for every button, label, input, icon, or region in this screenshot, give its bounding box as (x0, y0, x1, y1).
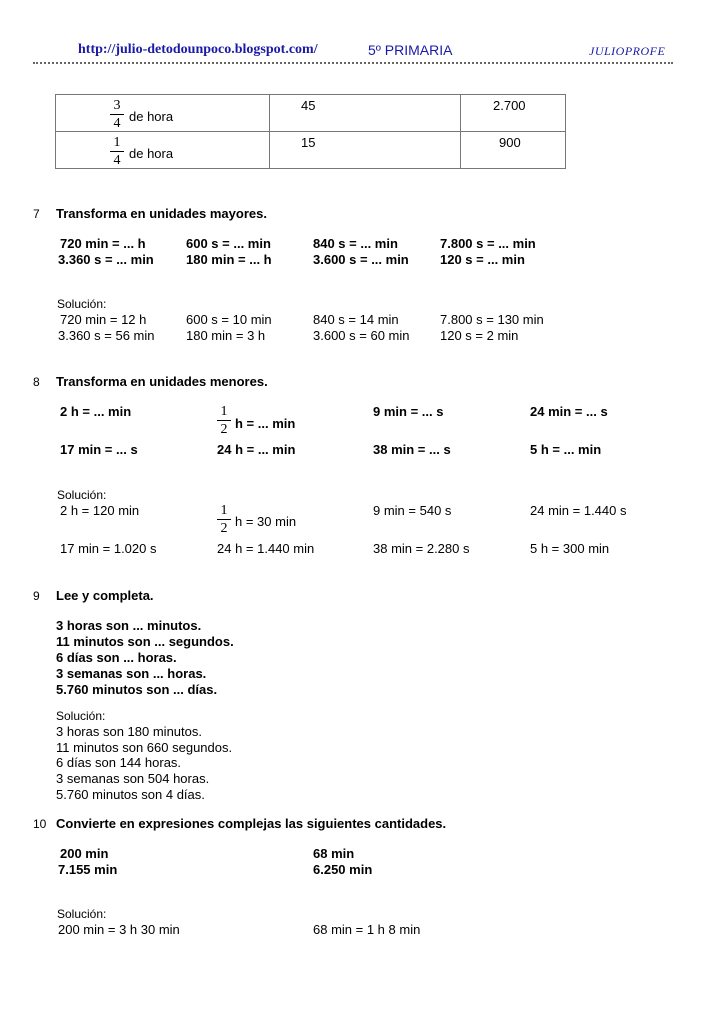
exercise-8-solution: h = 30 min (235, 514, 297, 529)
fraction (217, 503, 231, 536)
fraction-numerator: 3 (113, 98, 121, 113)
exercise-7-solution: 3.600 s = 60 min (313, 328, 410, 343)
exercise-10-number: 10 (33, 817, 47, 831)
table-row (56, 132, 566, 169)
fraction-numerator: 1 (113, 135, 121, 150)
exercise-9-item: 11 minutos son ... segundos. (56, 634, 234, 649)
exercise-10-item: 200 min (60, 846, 109, 861)
exercise-8-solution-label: Solución: (57, 488, 107, 502)
exercise-7-number: 7 (33, 207, 40, 221)
fraction (110, 98, 124, 131)
fraction-denominator: 2 (220, 521, 228, 536)
table-cell-seconds (461, 132, 566, 169)
exercise-8-solution: 9 min = 540 s (373, 503, 452, 518)
exercise-8-solution: 38 min = 2.280 s (373, 541, 470, 556)
minutes-value: 45 (301, 98, 316, 113)
exercise-7-item: 600 s = ... min (186, 236, 271, 251)
fraction (110, 135, 124, 168)
header-author: JULIOPROFE (589, 44, 666, 58)
minutes-value: 15 (301, 135, 316, 150)
fraction-denominator: 4 (113, 116, 121, 131)
exercise-8-solution: 5 h = 300 min (530, 541, 610, 556)
conversion-table (55, 94, 566, 169)
unit-label: de hora (129, 146, 174, 161)
exercise-9-title: Lee y completa. (56, 588, 154, 603)
exercise-8-title: Transforma en unidades menores. (56, 374, 268, 389)
exercise-7-solution: 180 min = 3 h (186, 328, 266, 343)
exercise-7-title: Transforma en unidades mayores. (56, 206, 267, 221)
exercise-9-solution: 3 horas son 180 minutos. (56, 724, 202, 739)
exercise-8-item: 24 h = ... min (217, 442, 296, 457)
exercise-7-item: 720 min = ... h (60, 236, 146, 251)
exercise-9-solution: 3 semanas son 504 horas. (56, 771, 210, 786)
exercise-7-solution: 840 s = 14 min (313, 312, 399, 327)
exercise-7-solution: 3.360 s = 56 min (58, 328, 155, 343)
exercise-8-item: 5 h = ... min (530, 442, 602, 457)
exercise-8-solution: 17 min = 1.020 s (60, 541, 157, 556)
exercise-7-solution: 600 s = 10 min (186, 312, 272, 327)
exercise-10-item: 68 min (313, 846, 355, 861)
fraction (217, 404, 231, 437)
fraction-denominator: 4 (113, 153, 121, 168)
seconds-value: 900 (499, 135, 521, 150)
fraction-numerator: 1 (220, 503, 228, 518)
exercise-10-item: 6.250 min (313, 862, 373, 877)
exercise-9-solution-label: Solución: (56, 709, 106, 723)
exercise-7-item: 3.600 s = ... min (313, 252, 409, 267)
exercise-7-item: 3.360 s = ... min (58, 252, 154, 267)
exercise-10-item: 7.155 min (58, 862, 118, 877)
seconds-value: 2.700 (493, 98, 526, 113)
exercise-8-item: 24 min = ... s (530, 404, 608, 419)
exercise-10-title: Convierte en expresiones complejas las siguientes cantidades. (56, 816, 447, 831)
header-divider (33, 62, 673, 64)
exercise-8-solution: 24 h = 1.440 min (217, 541, 315, 556)
unit-label: de hora (129, 109, 174, 124)
exercise-9-solution: 5.760 minutos son 4 días. (56, 787, 205, 802)
table-cell-seconds (461, 95, 566, 132)
exercise-9-item: 3 semanas son ... horas. (56, 666, 207, 681)
exercise-8-item: 9 min = ... s (373, 404, 444, 419)
exercise-9-item: 5.760 minutos son ... días. (56, 682, 218, 697)
header-blog-link[interactable]: http://julio-detodounpoco.blogspot.com/ (78, 42, 318, 57)
exercise-7-item: 120 s = ... min (440, 252, 525, 267)
exercise-9-solution: 11 minutos son 660 segundos. (56, 740, 233, 755)
exercise-9-number: 9 (33, 589, 40, 603)
exercise-7-item: 840 s = ... min (313, 236, 398, 251)
exercise-7-solution: 720 min = 12 h (60, 312, 147, 327)
header-grade: 5º PRIMARIA (368, 42, 453, 58)
exercise-7-item: 180 min = ... h (186, 252, 272, 267)
exercise-8-item: 2 h = ... min (60, 404, 132, 419)
exercise-8-item: h = ... min (235, 416, 296, 431)
fraction-denominator: 2 (220, 422, 228, 437)
exercise-10-solution-label: Solución: (57, 907, 107, 921)
table-cell-minutes (270, 95, 461, 132)
fraction-numerator: 1 (220, 404, 228, 419)
exercise-10-solution: 200 min = 3 h 30 min (58, 922, 180, 937)
exercise-7-item: 7.800 s = ... min (440, 236, 536, 251)
exercise-8-number: 8 (33, 375, 40, 389)
table-cell-fraction (56, 132, 270, 169)
exercise-8-item: 17 min = ... s (60, 442, 138, 457)
exercise-9-solution: 6 días son 144 horas. (56, 755, 182, 770)
table-cell-fraction (56, 95, 270, 132)
exercise-7-solution: 7.800 s = 130 min (440, 312, 544, 327)
exercise-9-item: 6 días son ... horas. (56, 650, 177, 665)
exercise-7-solution: 120 s = 2 min (440, 328, 519, 343)
exercise-9-item: 3 horas son ... minutos. (56, 618, 202, 633)
table-row (56, 95, 566, 132)
exercise-8-item: 38 min = ... s (373, 442, 451, 457)
exercise-8-solution: 24 min = 1.440 s (530, 503, 627, 518)
exercise-7-solution-label: Solución: (57, 297, 107, 311)
exercise-8-solution: 2 h = 120 min (60, 503, 140, 518)
table-cell-minutes (270, 132, 461, 169)
exercise-10-solution: 68 min = 1 h 8 min (313, 922, 421, 937)
